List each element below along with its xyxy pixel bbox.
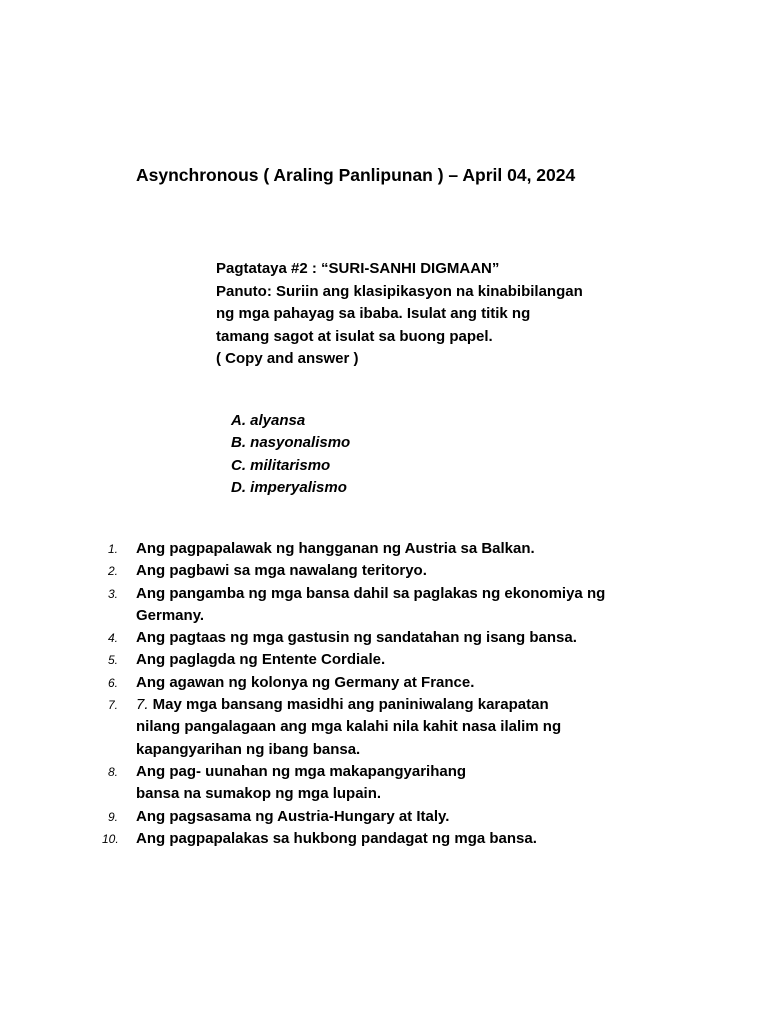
question-text [136, 761, 466, 806]
choice-b: B. nasyonalismo [231, 434, 351, 452]
question-text [136, 806, 449, 828]
question-item [108, 806, 748, 828]
question-text [136, 627, 577, 649]
question-number: 10. [102, 831, 119, 846]
choice-d: D. imperyalismo [231, 478, 347, 496]
question-number: 6. [108, 675, 119, 690]
question-number: 5. [108, 653, 119, 668]
directions-line: ng mga pahayag sa ibaba. Isulat ang titik ng [216, 305, 531, 322]
question-text [136, 583, 605, 628]
question-line: Ang pagbawi sa mga nawalang teritoryo. [136, 562, 427, 580]
assessment-title: Pagtataya #2 : “SURI-SANHI DIGMAAN” [216, 260, 500, 277]
question-line: kapangyarihan ng ibang bansa. [136, 740, 361, 758]
page-title: Asynchronous ( Araling Panlipunan ) – April 04, 2024 [136, 165, 576, 185]
question-item [108, 672, 748, 694]
question-line: Ang agawan ng kolonya ng Germany at France. [136, 673, 475, 691]
instructions-block [216, 258, 583, 371]
question-item [108, 649, 748, 671]
question-text [136, 694, 561, 761]
question-number: 9. [108, 809, 119, 824]
question-line: nilang pangalagaan ang mga kalahi nila kahit nasa ilalim ng [136, 718, 562, 736]
question-number: 8. [108, 764, 119, 779]
questions-list [102, 538, 748, 850]
question-line-text: May mga bansang masidhi ang paniniwalang karapatan [148, 696, 549, 714]
question-number: 4. [108, 631, 119, 646]
question-item [108, 761, 748, 806]
question-line: bansa na sumakop ng mga lupain. [136, 785, 382, 803]
question-line: Ang pag- uunahan ng mga makapangyarihang [136, 762, 467, 780]
copy-and-answer-note: ( Copy and answer ) [216, 350, 359, 367]
question-text [136, 828, 537, 850]
directions-line: Panuto: Suriin ang klasipikasyon na kinabibilangan [216, 282, 583, 300]
question-item [108, 583, 748, 628]
question-line: Ang pangamba ng mga bansa dahil sa paglakas ng ekonomiya ng [136, 584, 606, 602]
question-line: Ang pagpapalakas sa hukbong pandagat ng mga bansa. [136, 829, 537, 847]
question-number: 7. [108, 698, 119, 713]
question-line [136, 694, 561, 716]
question-number: 3. [108, 586, 119, 601]
question-item [108, 538, 748, 560]
question-item [108, 560, 748, 582]
inline-question-number: 7. [136, 696, 149, 714]
question-line: Ang paglagda ng Entente Cordiale. [136, 651, 386, 669]
question-text [136, 560, 427, 582]
choice-a: A. alyansa [231, 412, 306, 429]
question-item [108, 627, 748, 649]
question-text [136, 538, 535, 560]
question-text [136, 649, 385, 671]
question-item [108, 694, 748, 761]
question-line: Ang pagpapalawak ng hangganan ng Austria sa Balkan. [136, 540, 535, 557]
question-line: Ang pagtaas ng mga gastusin ng sandatahan ng isang bansa. [136, 629, 577, 647]
question-number: 2. [108, 564, 119, 579]
question-item [102, 828, 748, 850]
choices-list [231, 410, 350, 499]
question-line: Germany. [136, 606, 205, 624]
question-text [136, 672, 474, 694]
directions-line: tamang sagot at isulat sa buong papel. [216, 327, 493, 345]
question-line: Ang pagsasama ng Austria-Hungary at Italy. [136, 807, 450, 825]
question-number: 1. [108, 542, 119, 556]
choice-c: C. militarismo [231, 456, 331, 474]
